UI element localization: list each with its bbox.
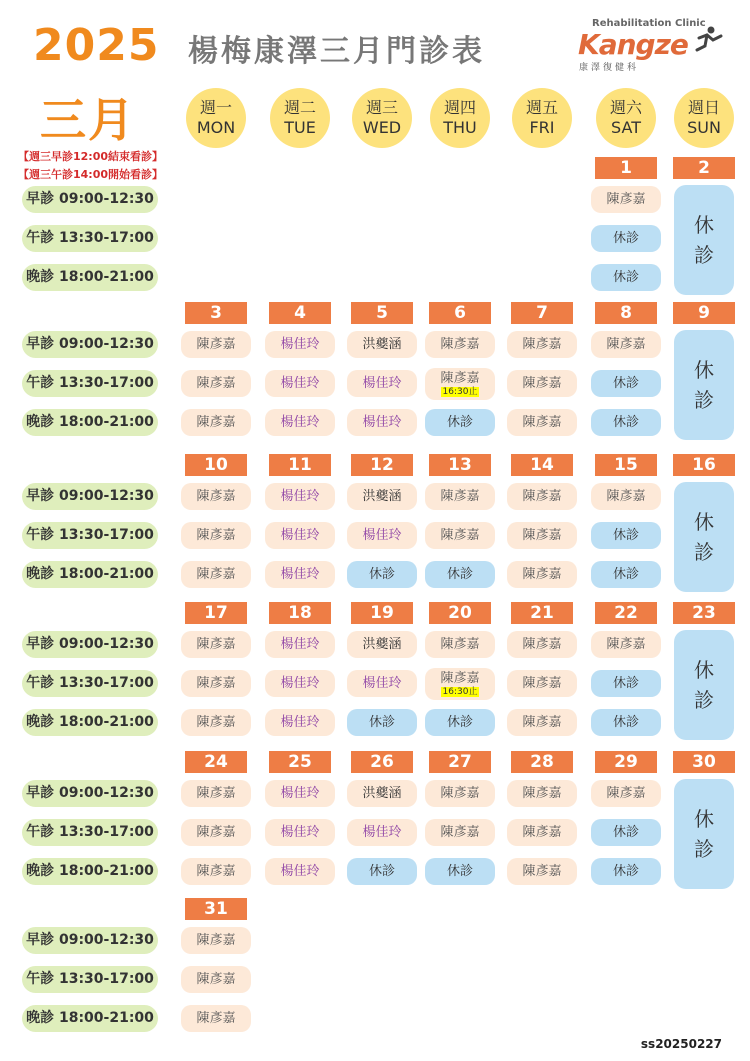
doctor-name: 楊佳玲 <box>280 863 320 879</box>
doctor-cell <box>181 409 251 436</box>
doctor-name: 休診 <box>612 824 639 840</box>
session-label: 晚診 18:00-21:00 <box>22 264 158 291</box>
doctor-name: 楊佳玲 <box>280 824 320 840</box>
session-label: 午診 13:30-17:00 <box>22 670 158 697</box>
doctor-name: 休診 <box>612 675 639 691</box>
doctor-cell <box>425 819 495 846</box>
closed-cell <box>591 264 661 291</box>
doctor-name: 楊佳玲 <box>362 824 402 840</box>
session-label: 早診 09:00-12:30 <box>22 780 158 807</box>
day-header-mon <box>186 88 246 148</box>
date-number: 22 <box>595 602 657 624</box>
day-header-zh: 週五 <box>525 98 558 117</box>
doctor-cell <box>181 858 251 885</box>
date-number: 8 <box>595 302 657 324</box>
doctor-cell <box>507 483 577 510</box>
closed-cell <box>347 858 417 885</box>
document-code: ss20250227 <box>640 1037 722 1051</box>
session-label: 午診 13:30-17:00 <box>22 225 158 252</box>
session-label: 早診 09:00-12:30 <box>22 186 158 213</box>
doctor-cell <box>591 780 661 807</box>
date-number: 29 <box>595 751 657 773</box>
session-label: 晚診 18:00-21:00 <box>22 409 158 436</box>
doctor-name: 陳彥嘉 <box>606 336 646 352</box>
doctor-cell <box>181 331 251 358</box>
sunday-closed-block <box>674 779 734 889</box>
doctor-name: 休診 <box>612 269 639 285</box>
day-header-en: SUN <box>687 118 721 137</box>
doctor-name: 楊佳玲 <box>280 414 320 430</box>
date-number: 19 <box>351 602 413 624</box>
doctor-cell <box>507 709 577 736</box>
closed-cell <box>425 858 495 885</box>
doctor-name: 陳彥嘉 <box>196 414 236 430</box>
date-number: 13 <box>429 454 491 476</box>
clinic-logo <box>578 18 728 72</box>
doctor-name: 楊佳玲 <box>280 636 320 652</box>
day-header-sun <box>674 88 734 148</box>
doctor-name: 陳彥嘉 <box>522 675 562 691</box>
closed-cell <box>425 709 495 736</box>
logo-wordmark: Kangze <box>578 28 688 61</box>
closed-cell <box>347 561 417 588</box>
doctor-name: 陳彥嘉 <box>440 785 480 801</box>
doctor-name: 陳彥嘉 <box>522 488 562 504</box>
doctor-cell <box>425 780 495 807</box>
closed-cell <box>591 522 661 549</box>
doctor-name: 陳彥嘉 <box>440 336 480 352</box>
doctor-name: 陳彥嘉 <box>196 785 236 801</box>
wed-morning-note: 【週三早診12:00結束看診】 <box>18 150 164 163</box>
doctor-name: 陳彥嘉 <box>522 375 562 391</box>
day-header-en: FRI <box>529 118 555 137</box>
doctor-name: 休診 <box>612 414 639 430</box>
doctor-cell <box>507 819 577 846</box>
doctor-cell <box>425 668 495 700</box>
doctor-cell <box>347 522 417 549</box>
date-number: 11 <box>269 454 331 476</box>
doctor-name: 陳彥嘉 <box>522 636 562 652</box>
doctor-name: 楊佳玲 <box>362 375 402 391</box>
doctor-name: 休診 <box>612 863 639 879</box>
date-number: 6 <box>429 302 491 324</box>
sunday-closed-char: 休 <box>694 358 714 382</box>
doctor-cell <box>181 670 251 697</box>
doctor-name: 楊佳玲 <box>280 336 320 352</box>
doctor-name: 休診 <box>612 230 639 246</box>
early-close-tag: 16:30止 <box>442 686 478 697</box>
date-number: 10 <box>185 454 247 476</box>
session-label: 晚診 18:00-21:00 <box>22 1005 158 1032</box>
date-number: 7 <box>511 302 573 324</box>
doctor-name: 陳彥嘉 <box>522 785 562 801</box>
doctor-cell <box>347 331 417 358</box>
doctor-name: 陳彥嘉 <box>196 1010 236 1026</box>
doctor-cell <box>507 522 577 549</box>
doctor-name: 陳彥嘉 <box>440 670 480 686</box>
doctor-cell <box>181 370 251 397</box>
doctor-name: 陳彥嘉 <box>606 488 646 504</box>
doctor-name: 陳彥嘉 <box>440 488 480 504</box>
closed-cell <box>425 409 495 436</box>
doctor-cell <box>507 631 577 658</box>
day-header-en: MON <box>196 118 236 137</box>
doctor-name: 休診 <box>368 863 395 879</box>
closed-cell <box>591 819 661 846</box>
doctor-name: 陳彥嘉 <box>522 336 562 352</box>
doctor-name: 陳彥嘉 <box>196 824 236 840</box>
date-number: 4 <box>269 302 331 324</box>
sunday-closed-char: 休 <box>694 213 714 237</box>
sunday-closed-char: 診 <box>694 688 714 712</box>
sunday-closed-char: 診 <box>694 388 714 412</box>
doctor-name: 陳彥嘉 <box>196 971 236 987</box>
doctor-cell <box>181 780 251 807</box>
doctor-cell <box>507 409 577 436</box>
doctor-name: 休診 <box>612 527 639 543</box>
doctor-name: 陳彥嘉 <box>440 636 480 652</box>
date-number: 2 <box>673 157 735 179</box>
day-header-sat <box>596 88 656 148</box>
doctor-name: 休診 <box>446 863 473 879</box>
doctor-cell <box>265 819 335 846</box>
closed-cell <box>425 561 495 588</box>
session-label: 晚診 18:00-21:00 <box>22 709 158 736</box>
sunday-closed-char: 診 <box>694 243 714 267</box>
day-header-en: WED <box>362 118 402 137</box>
session-label: 早診 09:00-12:30 <box>22 927 158 954</box>
year-heading: 2025 <box>33 20 160 71</box>
date-number: 9 <box>673 302 735 324</box>
date-number: 18 <box>269 602 331 624</box>
session-label: 早診 09:00-12:30 <box>22 631 158 658</box>
doctor-cell <box>507 858 577 885</box>
doctor-name: 楊佳玲 <box>280 714 320 730</box>
doctor-name: 陳彥嘉 <box>440 824 480 840</box>
doctor-name: 陳彥嘉 <box>196 336 236 352</box>
closed-cell <box>347 709 417 736</box>
sunday-closed-char: 診 <box>694 540 714 564</box>
runner-icon <box>693 26 723 52</box>
doctor-cell <box>265 331 335 358</box>
doctor-name: 休診 <box>612 375 639 391</box>
doctor-name: 休診 <box>446 566 473 582</box>
doctor-cell <box>507 370 577 397</box>
page-title: 楊梅康澤三月門診表 <box>188 34 485 69</box>
date-number: 14 <box>511 454 573 476</box>
doctor-cell <box>181 1005 251 1032</box>
doctor-name: 陳彥嘉 <box>196 527 236 543</box>
doctor-name: 楊佳玲 <box>280 375 320 391</box>
date-number: 25 <box>269 751 331 773</box>
logo-chinese: 康澤復健科 <box>579 63 640 73</box>
day-header-tue <box>270 88 330 148</box>
day-header-zh: 週六 <box>609 98 642 117</box>
doctor-name: 陳彥嘉 <box>606 785 646 801</box>
early-close-tag: 16:30止 <box>442 386 478 397</box>
doctor-name: 陳彥嘉 <box>522 566 562 582</box>
doctor-cell <box>265 370 335 397</box>
closed-cell <box>591 670 661 697</box>
doctor-name: 陳彥嘉 <box>196 488 236 504</box>
date-number: 31 <box>185 898 247 920</box>
wed-afternoon-note: 【週三午診14:00開始看診】 <box>18 168 164 181</box>
month-heading: 三月 <box>40 93 136 147</box>
doctor-cell <box>425 483 495 510</box>
doctor-cell <box>347 631 417 658</box>
day-header-en: TUE <box>284 118 316 137</box>
date-number: 12 <box>351 454 413 476</box>
doctor-name: 楊佳玲 <box>280 675 320 691</box>
doctor-cell <box>181 631 251 658</box>
closed-cell <box>591 561 661 588</box>
session-label: 午診 13:30-17:00 <box>22 370 158 397</box>
sunday-closed-block <box>674 330 734 440</box>
doctor-cell <box>425 368 495 400</box>
doctor-cell <box>591 331 661 358</box>
doctor-name: 楊佳玲 <box>362 527 402 543</box>
date-number: 16 <box>673 454 735 476</box>
doctor-cell <box>347 483 417 510</box>
doctor-name: 楊佳玲 <box>280 785 320 801</box>
date-number: 15 <box>595 454 657 476</box>
doctor-cell <box>181 709 251 736</box>
doctor-cell <box>347 780 417 807</box>
day-header-en: SAT <box>611 118 641 137</box>
day-header-zh: 週日 <box>687 98 720 117</box>
day-header-zh: 週三 <box>365 98 398 117</box>
doctor-cell <box>265 483 335 510</box>
date-number: 17 <box>185 602 247 624</box>
sunday-closed-char: 休 <box>694 807 714 831</box>
session-label: 早診 09:00-12:30 <box>22 331 158 358</box>
logo-subtitle: Rehabilitation Clinic <box>592 18 706 29</box>
day-header-zh: 週二 <box>283 98 316 117</box>
doctor-cell <box>265 858 335 885</box>
session-label: 早診 09:00-12:30 <box>22 483 158 510</box>
date-number: 26 <box>351 751 413 773</box>
doctor-cell <box>181 561 251 588</box>
doctor-cell <box>507 331 577 358</box>
closed-cell <box>591 370 661 397</box>
doctor-cell <box>181 927 251 954</box>
doctor-cell <box>425 331 495 358</box>
closed-cell <box>591 225 661 252</box>
doctor-cell <box>265 670 335 697</box>
doctor-name: 洪夔涵 <box>362 785 402 801</box>
doctor-name: 休診 <box>612 714 639 730</box>
date-number: 3 <box>185 302 247 324</box>
doctor-name: 洪夔涵 <box>362 336 402 352</box>
doctor-name: 楊佳玲 <box>280 527 320 543</box>
session-label: 晚診 18:00-21:00 <box>22 858 158 885</box>
doctor-cell <box>347 370 417 397</box>
doctor-name: 休診 <box>368 714 395 730</box>
doctor-name: 楊佳玲 <box>362 675 402 691</box>
doctor-cell <box>347 819 417 846</box>
doctor-cell <box>507 670 577 697</box>
doctor-cell <box>181 483 251 510</box>
doctor-cell <box>265 631 335 658</box>
doctor-cell <box>181 966 251 993</box>
doctor-name: 休診 <box>446 414 473 430</box>
date-number: 28 <box>511 751 573 773</box>
doctor-name: 陳彥嘉 <box>196 863 236 879</box>
doctor-name: 陳彥嘉 <box>522 824 562 840</box>
doctor-name: 休診 <box>368 566 395 582</box>
doctor-cell <box>181 819 251 846</box>
doctor-name: 休診 <box>446 714 473 730</box>
date-number: 27 <box>429 751 491 773</box>
doctor-name: 陳彥嘉 <box>196 636 236 652</box>
closed-cell <box>591 409 661 436</box>
sunday-closed-char: 休 <box>694 510 714 534</box>
doctor-cell <box>265 561 335 588</box>
doctor-cell <box>265 780 335 807</box>
doctor-name: 楊佳玲 <box>280 566 320 582</box>
date-number: 23 <box>673 602 735 624</box>
doctor-name: 陳彥嘉 <box>606 636 646 652</box>
doctor-name: 休診 <box>612 566 639 582</box>
day-header-fri <box>512 88 572 148</box>
doctor-name: 陳彥嘉 <box>196 375 236 391</box>
doctor-name: 洪夔涵 <box>362 636 402 652</box>
day-header-thu <box>430 88 490 148</box>
doctor-name: 陳彥嘉 <box>196 714 236 730</box>
sunday-closed-block <box>674 482 734 592</box>
session-label: 晚診 18:00-21:00 <box>22 561 158 588</box>
doctor-cell <box>265 409 335 436</box>
date-number: 21 <box>511 602 573 624</box>
day-header-en: THU <box>443 118 477 137</box>
sunday-closed-block <box>674 185 734 295</box>
doctor-cell <box>265 709 335 736</box>
doctor-name: 陳彥嘉 <box>522 863 562 879</box>
doctor-cell <box>591 631 661 658</box>
day-header-zh: 週一 <box>199 98 232 117</box>
doctor-cell <box>265 522 335 549</box>
sunday-closed-char: 診 <box>694 837 714 861</box>
doctor-name: 陳彥嘉 <box>522 714 562 730</box>
sunday-closed-block <box>674 630 734 740</box>
session-label: 午診 13:30-17:00 <box>22 522 158 549</box>
sunday-closed-char: 休 <box>694 658 714 682</box>
date-number: 1 <box>595 157 657 179</box>
doctor-cell <box>181 522 251 549</box>
doctor-cell <box>591 186 661 213</box>
closed-cell <box>591 709 661 736</box>
doctor-name: 陳彥嘉 <box>196 566 236 582</box>
day-header-wed <box>352 88 412 148</box>
doctor-name: 陳彥嘉 <box>440 370 480 386</box>
doctor-cell <box>425 631 495 658</box>
doctor-cell <box>591 483 661 510</box>
session-label: 午診 13:30-17:00 <box>22 819 158 846</box>
doctor-name: 楊佳玲 <box>362 414 402 430</box>
date-number: 24 <box>185 751 247 773</box>
doctor-name: 陳彥嘉 <box>440 527 480 543</box>
doctor-name: 陳彥嘉 <box>196 675 236 691</box>
doctor-cell <box>347 409 417 436</box>
doctor-name: 洪夔涵 <box>362 488 402 504</box>
doctor-name: 陳彥嘉 <box>606 191 646 207</box>
doctor-name: 陳彥嘉 <box>196 932 236 948</box>
doctor-cell <box>425 522 495 549</box>
doctor-name: 陳彥嘉 <box>522 414 562 430</box>
doctor-cell <box>507 780 577 807</box>
doctor-cell <box>507 561 577 588</box>
doctor-name: 楊佳玲 <box>280 488 320 504</box>
doctor-cell <box>347 670 417 697</box>
day-header-zh: 週四 <box>443 98 476 117</box>
date-number: 30 <box>673 751 735 773</box>
date-number: 5 <box>351 302 413 324</box>
closed-cell <box>591 858 661 885</box>
date-number: 20 <box>429 602 491 624</box>
session-label: 午診 13:30-17:00 <box>22 966 158 993</box>
doctor-name: 陳彥嘉 <box>522 527 562 543</box>
